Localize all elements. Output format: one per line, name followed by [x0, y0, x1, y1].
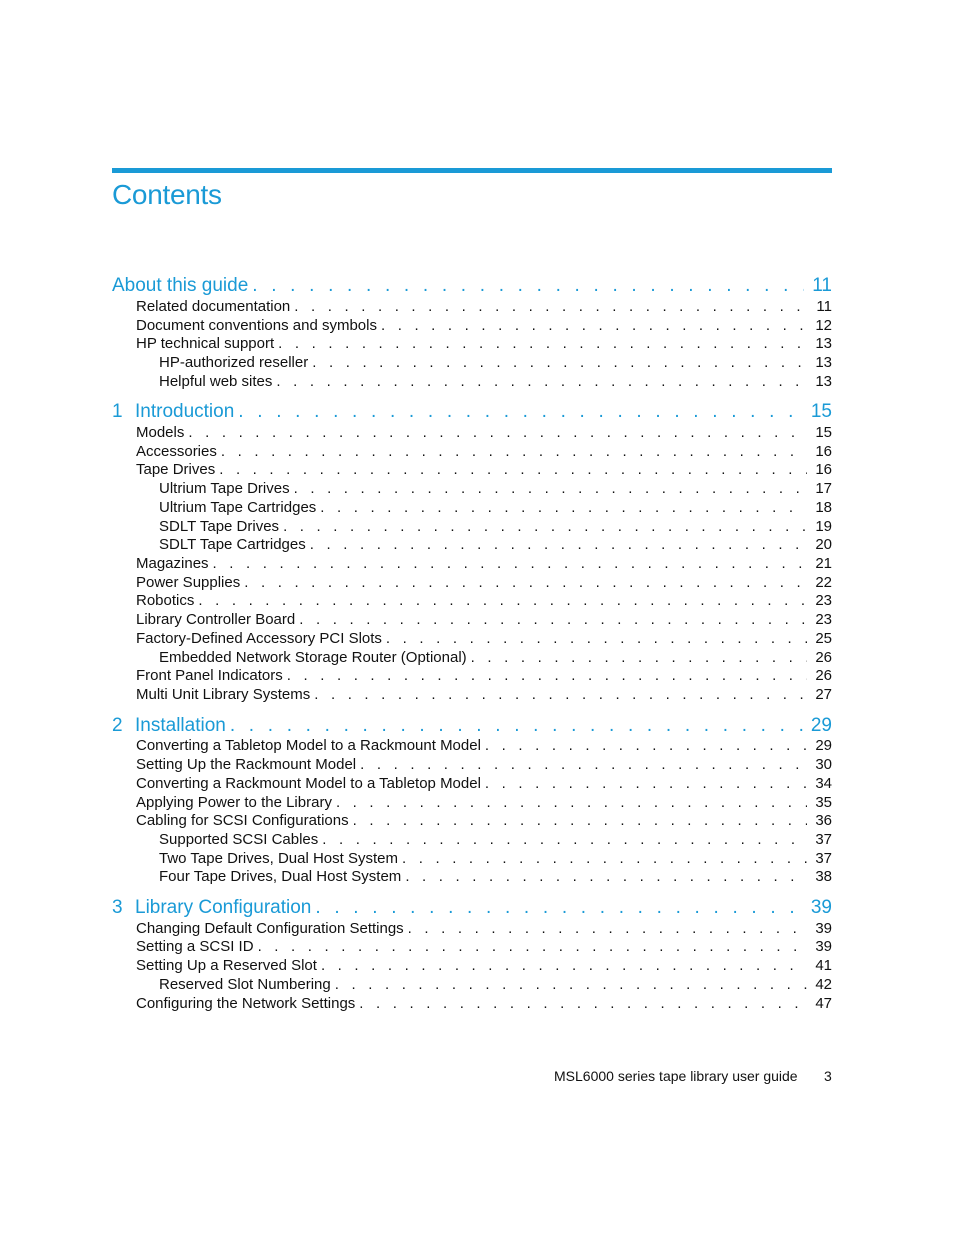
toc-chapter-number: 2 — [112, 715, 123, 736]
toc-section-entry[interactable] — [136, 442, 832, 461]
toc-chapter-entry[interactable] — [112, 274, 832, 298]
toc-entry-label: Four Tape Drives, Dual Host System — [159, 868, 402, 885]
toc-section-entry[interactable] — [159, 479, 832, 498]
toc-section-entry[interactable] — [159, 849, 832, 868]
toc-section-entry[interactable] — [136, 937, 832, 956]
toc-page-number: 35 — [815, 794, 832, 811]
toc-entry-label: Converting a Tabletop Model to a Rackmount Model — [136, 737, 481, 754]
toc-dot-leader — [213, 554, 808, 573]
toc-page-number: 27 — [815, 686, 832, 703]
toc-page-number: 37 — [815, 831, 832, 848]
toc-entry-label: Supported SCSI Cables — [159, 831, 319, 848]
toc-entry-label: SDLT Tape Drives — [159, 518, 280, 535]
toc-dot-leader — [336, 793, 807, 812]
toc-dot-leader — [198, 591, 807, 610]
toc-dot-leader — [360, 755, 807, 774]
toc-page-number: 11 — [816, 298, 832, 315]
toc-entry-label: Related documentation — [136, 298, 291, 315]
toc-entry-label: Power Supplies — [136, 574, 241, 591]
toc-dot-leader — [314, 685, 807, 704]
toc-dot-leader — [299, 610, 807, 629]
toc-page-number: 26 — [815, 667, 832, 684]
toc-dot-leader — [322, 830, 807, 849]
toc-dot-leader — [283, 517, 807, 536]
toc-entry-label: Two Tape Drives, Dual Host System — [159, 850, 398, 867]
toc-dot-leader — [258, 937, 808, 956]
toc-page-number: 47 — [815, 995, 832, 1012]
toc-dot-leader — [219, 460, 807, 479]
toc-page-number: 29 — [815, 737, 832, 754]
toc-page-number: 16 — [815, 461, 832, 478]
toc-dot-leader — [294, 297, 808, 316]
toc-section-entry[interactable] — [136, 573, 832, 592]
toc-entry-label: Robotics — [136, 592, 195, 609]
toc-entry-label: Factory-Defined Accessory PCI Slots — [136, 630, 382, 647]
toc-entry-label: Ultrium Tape Cartridges — [159, 499, 317, 516]
toc-entry-label: Library Configuration — [135, 897, 312, 918]
toc-dot-leader — [310, 535, 808, 554]
toc-page-number: 13 — [815, 373, 832, 390]
toc-dot-leader — [276, 372, 807, 391]
toc-chapter-number: 1 — [112, 401, 123, 422]
toc-section-entry[interactable] — [136, 316, 832, 335]
toc-dot-leader — [294, 479, 808, 498]
toc-dot-leader — [381, 316, 807, 335]
footer-page-number: 3 — [824, 1068, 832, 1084]
toc-section-entry[interactable] — [136, 919, 832, 938]
toc-entry-label: Reserved Slot Numbering — [159, 976, 331, 993]
toc-entry-label: Installation — [135, 715, 226, 736]
toc-page-number: 39 — [815, 920, 832, 937]
toc-dot-leader — [244, 573, 807, 592]
toc-section-entry[interactable] — [159, 535, 832, 554]
toc-page-number: 42 — [815, 976, 832, 993]
toc-entry-label: HP technical support — [136, 335, 275, 352]
toc-section-entry[interactable] — [159, 517, 832, 536]
toc-entry-label: Applying Power to the Library — [136, 794, 332, 811]
toc-chapter-entry[interactable] — [112, 714, 832, 738]
toc-page-number: 23 — [815, 611, 832, 628]
toc-page-number: 23 — [815, 592, 832, 609]
toc-dot-leader — [471, 648, 808, 667]
toc-page-number: 25 — [815, 630, 832, 647]
toc-entry-label: Multi Unit Library Systems — [136, 686, 311, 703]
toc-dot-leader — [252, 274, 804, 298]
toc-section-entry[interactable] — [136, 610, 832, 629]
toc-dot-leader — [312, 353, 807, 372]
toc-entry-label: Library Controller Board — [136, 611, 296, 628]
toc-page-number: 13 — [815, 354, 832, 371]
toc-entry-label: Converting a Rackmount Model to a Tabletop Model — [136, 775, 481, 792]
toc-page-number: 30 — [815, 756, 832, 773]
toc-section-entry[interactable] — [136, 811, 832, 830]
toc-dot-leader — [485, 774, 807, 793]
toc-dot-leader — [485, 736, 807, 755]
toc-section-entry[interactable] — [159, 353, 832, 372]
toc-entry-label: Configuring the Network Settings — [136, 995, 356, 1012]
toc-section-entry[interactable] — [159, 648, 832, 667]
toc-entry-label: Models — [136, 424, 185, 441]
toc-entry-label: Ultrium Tape Drives — [159, 480, 290, 497]
footer-guide-title: MSL6000 series tape library user guide — [554, 1068, 798, 1084]
toc-page-number: 11 — [812, 275, 832, 296]
toc-dot-leader — [408, 919, 808, 938]
toc-entry-label: Cabling for SCSI Configurations — [136, 812, 349, 829]
toc-page-number: 15 — [815, 424, 832, 441]
toc-entry-label: SDLT Tape Cartridges — [159, 536, 306, 553]
toc-section-entry[interactable] — [136, 736, 832, 755]
toc-page-number: 29 — [810, 715, 832, 736]
toc-entry-label: About this guide — [112, 275, 249, 296]
toc-entry-label: Tape Drives — [136, 461, 216, 478]
toc-entry-label: Setting Up the Rackmount Model — [136, 756, 357, 773]
toc-section-entry[interactable] — [136, 793, 832, 812]
toc-section-entry[interactable] — [136, 297, 832, 316]
toc-page-number: 18 — [815, 499, 832, 516]
toc-page-number: 21 — [815, 555, 832, 572]
toc-page-number: 41 — [815, 957, 832, 974]
toc-page-number: 38 — [815, 868, 832, 885]
toc-dot-leader — [386, 629, 807, 648]
toc-page-number: 22 — [815, 574, 832, 591]
toc-dot-leader — [359, 994, 807, 1013]
toc-entry-label: Accessories — [136, 443, 217, 460]
toc-section-entry[interactable] — [159, 372, 832, 391]
toc-dot-leader — [287, 666, 808, 685]
toc-section-entry[interactable] — [136, 755, 832, 774]
toc-section-entry[interactable] — [136, 956, 832, 975]
toc-section-entry[interactable] — [159, 867, 832, 886]
toc-section-entry[interactable] — [136, 423, 832, 442]
toc-section-entry[interactable] — [159, 975, 832, 994]
toc-page-number: 19 — [815, 518, 832, 535]
toc-chapter-entry[interactable] — [112, 896, 832, 920]
toc-section-entry[interactable] — [136, 334, 832, 353]
toc-page-number: 37 — [815, 850, 832, 867]
toc-page-number: 39 — [810, 897, 832, 918]
toc-page-number: 36 — [815, 812, 832, 829]
toc-page-number: 20 — [815, 536, 832, 553]
toc-page-number: 15 — [810, 401, 832, 422]
toc-entry-label: HP-authorized reseller — [159, 354, 309, 371]
toc-dot-leader — [353, 811, 808, 830]
toc-dot-leader — [321, 956, 807, 975]
toc-entry-label: Front Panel Indicators — [136, 667, 283, 684]
toc-chapter-entry[interactable] — [112, 400, 832, 424]
toc-dot-leader — [221, 442, 807, 461]
toc-entry-label: Changing Default Configuration Settings — [136, 920, 404, 937]
toc-section-entry[interactable] — [136, 629, 832, 648]
toc-entry-label: Helpful web sites — [159, 373, 273, 390]
toc-entry-label: Magazines — [136, 555, 209, 572]
toc-entry-label: Setting Up a Reserved Slot — [136, 957, 317, 974]
toc-chapter-number: 3 — [112, 897, 123, 918]
toc-entry-label: Embedded Network Storage Router (Optional) — [159, 649, 467, 666]
toc-section-entry[interactable] — [136, 460, 832, 479]
toc-page-number: 17 — [815, 480, 832, 497]
toc-section-entry[interactable] — [159, 498, 832, 517]
toc-page-number: 34 — [815, 775, 832, 792]
toc-dot-leader — [405, 867, 807, 886]
toc-dot-leader — [402, 849, 807, 868]
toc-entry-label: Document conventions and symbols — [136, 317, 377, 334]
toc-section-entry[interactable] — [136, 554, 832, 573]
toc-entry-label: Setting a SCSI ID — [136, 938, 254, 955]
toc-section-entry[interactable] — [136, 666, 832, 685]
toc-page-number: 12 — [815, 317, 832, 334]
toc-dot-leader — [188, 423, 807, 442]
toc-section-entry[interactable] — [159, 830, 832, 849]
toc-dot-leader — [320, 498, 807, 517]
toc-section-entry[interactable] — [136, 774, 832, 793]
toc-section-entry[interactable] — [136, 685, 832, 704]
toc-entry-label: Introduction — [135, 401, 235, 422]
toc-dot-leader — [238, 400, 803, 424]
toc-page-number: 39 — [815, 938, 832, 955]
toc-dot-leader — [278, 334, 807, 353]
toc-dot-leader — [315, 896, 802, 920]
toc-page-number: 26 — [815, 649, 832, 666]
toc-section-entry[interactable] — [136, 591, 832, 610]
toc-dot-leader — [230, 714, 803, 738]
toc-page-number: 16 — [815, 443, 832, 460]
toc-section-entry[interactable] — [136, 994, 832, 1013]
toc-page-number: 13 — [815, 335, 832, 352]
page-title: Contents — [112, 179, 222, 210]
toc-dot-leader — [335, 975, 808, 994]
